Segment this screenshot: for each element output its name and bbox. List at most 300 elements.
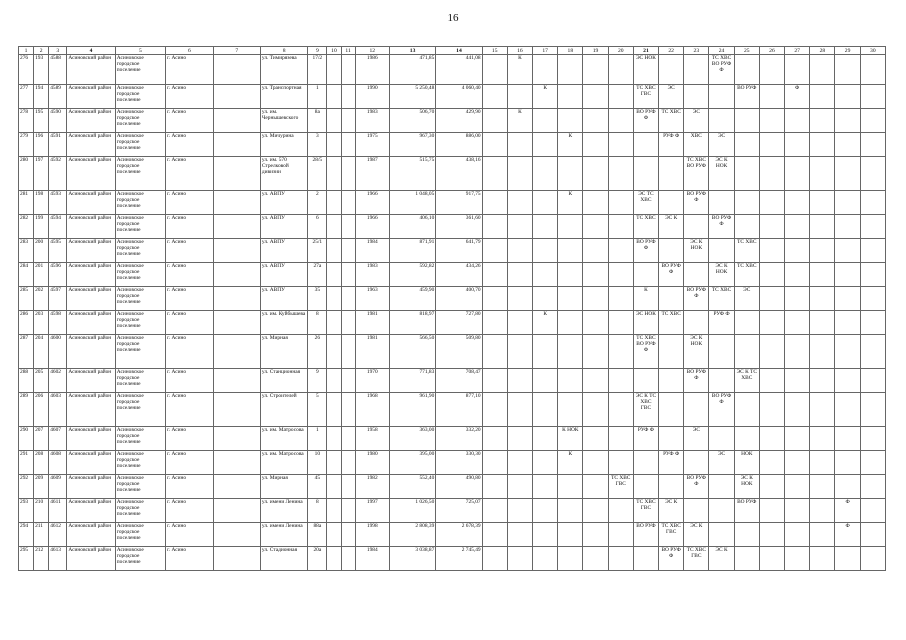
table-cell xyxy=(213,310,260,334)
table-cell: Асиновский район xyxy=(67,286,115,310)
table-cell: ЭС К ТС ХВС xyxy=(734,368,759,392)
table-cell: 708,47 xyxy=(436,368,482,392)
table-cell: ЭС К ТС ХВС ГВС xyxy=(633,392,658,426)
table-cell xyxy=(558,156,583,190)
column-number: 30 xyxy=(860,47,885,55)
table-cell: ВО РУФ Ф xyxy=(659,546,684,570)
table-cell xyxy=(213,190,260,214)
table-cell xyxy=(810,54,835,84)
table-cell: 490,80 xyxy=(436,474,482,498)
table-cell xyxy=(533,334,558,368)
table-cell xyxy=(507,498,532,522)
table-cell: 4603 xyxy=(49,392,67,426)
table-cell xyxy=(860,450,885,474)
table-cell xyxy=(759,286,784,310)
table-cell xyxy=(533,368,558,392)
table-cell: 4592 xyxy=(49,156,67,190)
column-number: 4 xyxy=(67,47,115,55)
table-cell xyxy=(759,334,784,368)
table-cell: ХВС xyxy=(684,132,709,156)
table-cell: 1987 xyxy=(355,156,389,190)
table-cell xyxy=(860,426,885,450)
table-cell xyxy=(213,522,260,546)
table-cell xyxy=(341,546,355,570)
table-cell: ЭС К НОК xyxy=(709,262,734,286)
table-cell: Асиновское городское поселение xyxy=(115,498,165,522)
table-cell xyxy=(213,54,260,84)
table-cell: ЭС НОК xyxy=(633,54,658,84)
table-cell xyxy=(507,450,532,474)
table-cell: 10 xyxy=(308,450,327,474)
table-cell xyxy=(341,238,355,262)
table-cell: Асиновский район xyxy=(67,368,115,392)
table-cell xyxy=(341,54,355,84)
table-cell xyxy=(785,132,810,156)
table-cell xyxy=(341,522,355,546)
table-cell xyxy=(583,132,608,156)
table-cell: ул. Мирная xyxy=(260,474,307,498)
table-cell: РУФ Ф xyxy=(659,450,684,474)
table-cell xyxy=(860,546,885,570)
table-cell xyxy=(213,392,260,426)
table-cell: ВО РУФ Ф xyxy=(633,238,658,262)
table-cell xyxy=(835,54,860,84)
table-cell xyxy=(633,262,658,286)
table-cell: 194 xyxy=(34,84,49,108)
table-cell xyxy=(327,546,341,570)
table-cell xyxy=(709,426,734,450)
table-cell: 27а xyxy=(308,262,327,286)
table-cell xyxy=(810,262,835,286)
table-cell xyxy=(734,190,759,214)
table-cell xyxy=(734,546,759,570)
table-row xyxy=(19,498,886,522)
table-cell xyxy=(759,310,784,334)
table-cell xyxy=(633,132,658,156)
table-cell xyxy=(835,262,860,286)
table-cell: ТС ХВС xyxy=(709,286,734,310)
table-cell xyxy=(759,190,784,214)
table-cell xyxy=(608,426,633,450)
table-cell xyxy=(684,498,709,522)
table-cell xyxy=(533,426,558,450)
table-cell xyxy=(860,108,885,132)
table-row xyxy=(19,310,886,334)
table-cell: 4611 xyxy=(49,498,67,522)
table-cell: 289 xyxy=(19,392,34,426)
table-cell: 4595 xyxy=(49,238,67,262)
table-cell xyxy=(759,474,784,498)
table-cell: Асиновский район xyxy=(67,522,115,546)
table-cell xyxy=(759,156,784,190)
table-cell: Ф xyxy=(785,84,810,108)
column-number: 2 xyxy=(34,47,49,55)
table-cell xyxy=(341,310,355,334)
table-cell xyxy=(327,368,341,392)
column-number: 20 xyxy=(608,47,633,55)
table-cell xyxy=(684,262,709,286)
table-cell xyxy=(785,474,810,498)
table-row xyxy=(19,546,886,570)
table-cell: 509,80 xyxy=(436,334,482,368)
table-cell xyxy=(734,54,759,84)
table-cell: 429,90 xyxy=(436,108,482,132)
table-cell xyxy=(327,474,341,498)
table-cell xyxy=(583,238,608,262)
table-cell: 8а xyxy=(308,108,327,132)
table-cell xyxy=(583,522,608,546)
table-cell xyxy=(810,450,835,474)
table-cell xyxy=(327,450,341,474)
table-cell: 967,30 xyxy=(389,132,435,156)
table-cell xyxy=(327,214,341,238)
table-cell: 196 xyxy=(34,132,49,156)
table-cell xyxy=(659,286,684,310)
table-cell xyxy=(734,310,759,334)
table-cell: 4589 xyxy=(49,84,67,108)
column-number: 8 xyxy=(260,47,307,55)
table-cell xyxy=(759,426,784,450)
table-cell: Асиновское городское поселение xyxy=(115,262,165,286)
table-cell xyxy=(785,108,810,132)
table-cell xyxy=(482,450,507,474)
table-cell xyxy=(327,132,341,156)
table-cell: 886,00 xyxy=(436,132,482,156)
table-cell: г. Асино xyxy=(166,334,213,368)
table-cell: 25/1 xyxy=(308,238,327,262)
table-cell: ул. Строителей xyxy=(260,392,307,426)
column-number: 1 xyxy=(19,47,34,55)
table-cell xyxy=(785,54,810,84)
table-cell: 204 xyxy=(34,334,49,368)
table-cell xyxy=(810,474,835,498)
table-cell: 1968 xyxy=(355,392,389,426)
table-cell: 4609 xyxy=(49,474,67,498)
table-cell xyxy=(709,474,734,498)
table-cell: 459,90 xyxy=(389,286,435,310)
table-cell: 4597 xyxy=(49,286,67,310)
table-cell: Ф xyxy=(835,522,860,546)
table-cell xyxy=(583,156,608,190)
table-cell: 209 xyxy=(34,474,49,498)
table-cell xyxy=(860,474,885,498)
table-cell xyxy=(558,474,583,498)
table-row xyxy=(19,426,886,450)
table-cell xyxy=(558,238,583,262)
table-cell xyxy=(810,238,835,262)
table-cell xyxy=(213,286,260,310)
table-cell xyxy=(835,238,860,262)
table-cell xyxy=(734,156,759,190)
table-cell xyxy=(709,368,734,392)
table-cell xyxy=(341,426,355,450)
table-cell: 332,20 xyxy=(436,426,482,450)
table-cell xyxy=(327,392,341,426)
table-cell: 276 xyxy=(19,54,34,84)
table-cell: Асиновский район xyxy=(67,238,115,262)
table-row xyxy=(19,132,886,156)
table-cell: 727,80 xyxy=(436,310,482,334)
table-cell xyxy=(482,108,507,132)
table-cell: 1997 xyxy=(355,498,389,522)
table-cell xyxy=(341,156,355,190)
table-cell: 286 xyxy=(19,310,34,334)
column-number: 27 xyxy=(785,47,810,55)
table-cell: 3 xyxy=(308,132,327,156)
table-cell: 552,40 xyxy=(389,474,435,498)
table-cell: 287 xyxy=(19,334,34,368)
table-cell: ул. АВПУ xyxy=(260,214,307,238)
table-cell xyxy=(608,54,633,84)
table-cell: Асиновский район xyxy=(67,262,115,286)
table-cell: ЭС К xyxy=(659,214,684,238)
table-cell xyxy=(608,214,633,238)
table-cell: г. Асино xyxy=(166,54,213,84)
table-cell: 9 xyxy=(308,368,327,392)
table-cell: 434,26 xyxy=(436,262,482,286)
table-cell xyxy=(482,368,507,392)
table-cell xyxy=(759,498,784,522)
table-cell xyxy=(341,498,355,522)
table-cell: ул. АВПУ xyxy=(260,262,307,286)
column-number: 18 xyxy=(558,47,583,55)
table-cell: Асиновское городское поселение xyxy=(115,392,165,426)
table-cell: ТС ХВС ГВС xyxy=(659,522,684,546)
table-cell xyxy=(583,262,608,286)
table-cell xyxy=(507,238,532,262)
table-cell: 26 xyxy=(308,334,327,368)
table-cell: г. Асино xyxy=(166,546,213,570)
table-cell xyxy=(835,156,860,190)
table-cell xyxy=(835,108,860,132)
column-number: 22 xyxy=(659,47,684,55)
table-cell xyxy=(734,334,759,368)
table-cell xyxy=(341,214,355,238)
table-cell xyxy=(327,334,341,368)
table-cell: ТС ХВС ГВС xyxy=(633,84,658,108)
table-cell xyxy=(327,498,341,522)
table-cell: 4591 xyxy=(49,132,67,156)
table-cell: ЭС xyxy=(709,450,734,474)
table-cell: 438,16 xyxy=(436,156,482,190)
table-row xyxy=(19,190,886,214)
table-cell xyxy=(835,426,860,450)
table-cell xyxy=(860,498,885,522)
table-cell: г. Асино xyxy=(166,156,213,190)
table-cell xyxy=(341,368,355,392)
table-cell xyxy=(759,368,784,392)
table-cell xyxy=(533,54,558,84)
table-cell: Асиновский район xyxy=(67,156,115,190)
table-cell: 2 xyxy=(308,190,327,214)
table-cell xyxy=(835,450,860,474)
table-cell: К xyxy=(633,286,658,310)
table-cell: Асиновский район xyxy=(67,214,115,238)
table-cell: РУФ Ф xyxy=(659,132,684,156)
table-cell: К xyxy=(558,132,583,156)
table-cell xyxy=(482,474,507,498)
table-cell: 20а xyxy=(308,546,327,570)
table-cell xyxy=(608,190,633,214)
table-cell: ЭС НОК xyxy=(633,310,658,334)
table-cell: 28/5 xyxy=(308,156,327,190)
table-cell: 212 xyxy=(34,546,49,570)
table-cell: ул. АВПУ xyxy=(260,190,307,214)
table-cell: ВО РУФ Ф xyxy=(684,190,709,214)
table-cell: ВО РУФ xyxy=(734,84,759,108)
table-cell: г. Асино xyxy=(166,238,213,262)
table-cell xyxy=(507,84,532,108)
table-cell: 1984 xyxy=(355,238,389,262)
table-cell xyxy=(583,310,608,334)
table-cell: ул. им. Матросова xyxy=(260,450,307,474)
table-cell xyxy=(759,546,784,570)
table-cell xyxy=(659,238,684,262)
table-cell: Асиновское городское поселение xyxy=(115,214,165,238)
table-cell: 400,70 xyxy=(436,286,482,310)
table-cell: 4594 xyxy=(49,214,67,238)
table-cell xyxy=(734,214,759,238)
table-cell: г. Асино xyxy=(166,286,213,310)
table-cell: 279 xyxy=(19,132,34,156)
table-cell xyxy=(327,262,341,286)
table-cell xyxy=(684,54,709,84)
table-cell xyxy=(659,426,684,450)
table-cell xyxy=(583,474,608,498)
table-cell: Ф xyxy=(835,498,860,522)
table-cell: ЭС xyxy=(659,84,684,108)
table-cell xyxy=(810,190,835,214)
table-cell: Асиновское городское поселение xyxy=(115,286,165,310)
table-cell xyxy=(810,132,835,156)
table-cell: 88а xyxy=(308,522,327,546)
table-cell xyxy=(684,392,709,426)
table-cell xyxy=(835,310,860,334)
table-cell xyxy=(633,546,658,570)
table-cell xyxy=(507,368,532,392)
table-cell xyxy=(835,368,860,392)
table-cell: ВО РУФ Ф xyxy=(684,368,709,392)
table-cell: ЭС К xyxy=(659,498,684,522)
table-cell xyxy=(810,156,835,190)
table-cell: г. Асино xyxy=(166,132,213,156)
table-cell: ВО РУФ Ф xyxy=(684,286,709,310)
table-cell xyxy=(558,392,583,426)
table-cell: 1984 xyxy=(355,546,389,570)
table-cell: 4607 xyxy=(49,426,67,450)
table-cell: ЭС К xyxy=(684,522,709,546)
table-cell xyxy=(860,262,885,286)
table-cell: 280 xyxy=(19,156,34,190)
table-cell xyxy=(759,132,784,156)
column-number: 23 xyxy=(684,47,709,55)
table-cell: ул. Станционная xyxy=(260,368,307,392)
table-cell xyxy=(533,286,558,310)
table-cell: 361,60 xyxy=(436,214,482,238)
column-number: 12 xyxy=(355,47,389,55)
table-cell xyxy=(507,190,532,214)
table-cell: ул. АВПУ xyxy=(260,238,307,262)
table-cell xyxy=(810,310,835,334)
table-cell xyxy=(810,286,835,310)
table-cell: ТС ХВС ВО РУФ xyxy=(684,156,709,190)
table-cell: 193 xyxy=(34,54,49,84)
table-cell: г. Асино xyxy=(166,522,213,546)
table-cell: 1998 xyxy=(355,522,389,546)
table-cell: ул. им. Матросова xyxy=(260,426,307,450)
table-cell: 4602 xyxy=(49,368,67,392)
table-cell xyxy=(341,392,355,426)
header-row xyxy=(19,47,886,55)
table-cell: Асиновское городское поселение xyxy=(115,156,165,190)
table-cell xyxy=(659,156,684,190)
table-cell xyxy=(860,132,885,156)
table-cell: Асиновский район xyxy=(67,132,115,156)
table-cell: ул. Тимирязева xyxy=(260,54,307,84)
table-cell xyxy=(860,310,885,334)
table-cell xyxy=(810,334,835,368)
table-cell xyxy=(327,84,341,108)
table-row xyxy=(19,522,886,546)
table-cell: Асиновское городское поселение xyxy=(115,334,165,368)
table-cell xyxy=(213,450,260,474)
table-cell xyxy=(860,238,885,262)
table-cell xyxy=(213,426,260,450)
table-cell xyxy=(759,54,784,84)
table-cell xyxy=(633,368,658,392)
table-cell: 4 060,40 xyxy=(436,84,482,108)
table-cell: 197 xyxy=(34,156,49,190)
column-number: 10 xyxy=(327,47,341,55)
table-cell: ВО РУФ Ф xyxy=(633,108,658,132)
table-cell xyxy=(684,450,709,474)
table-cell xyxy=(533,522,558,546)
table-cell xyxy=(327,426,341,450)
table-cell: Асиновский район xyxy=(67,474,115,498)
table-cell xyxy=(558,368,583,392)
table-cell: ЭС xyxy=(684,426,709,450)
table-cell: 330,30 xyxy=(436,450,482,474)
table-cell: г. Асино xyxy=(166,214,213,238)
table-cell: Асиновский район xyxy=(67,108,115,132)
table-cell xyxy=(327,190,341,214)
table-cell: 210 xyxy=(34,498,49,522)
table-cell xyxy=(759,262,784,286)
table-cell xyxy=(785,522,810,546)
table-cell xyxy=(608,286,633,310)
table-cell: г. Асино xyxy=(166,108,213,132)
table-cell xyxy=(482,392,507,426)
table-cell: К xyxy=(507,108,532,132)
table-cell: ул. имени Ленина xyxy=(260,498,307,522)
table-cell: Асиновский район xyxy=(67,546,115,570)
table-cell xyxy=(759,108,784,132)
table-row xyxy=(19,156,886,190)
column-number: 15 xyxy=(482,47,507,55)
table-cell xyxy=(734,132,759,156)
column-number: 14 xyxy=(436,47,482,55)
column-number: 13 xyxy=(389,47,435,55)
table-cell: 291 xyxy=(19,450,34,474)
table-cell xyxy=(327,286,341,310)
table-cell xyxy=(341,262,355,286)
column-number: 7 xyxy=(213,47,260,55)
table-cell xyxy=(759,238,784,262)
table-cell: 1958 xyxy=(355,426,389,450)
table-cell: ул. Стадионная xyxy=(260,546,307,570)
table-cell xyxy=(860,522,885,546)
table-cell: 1 xyxy=(308,84,327,108)
